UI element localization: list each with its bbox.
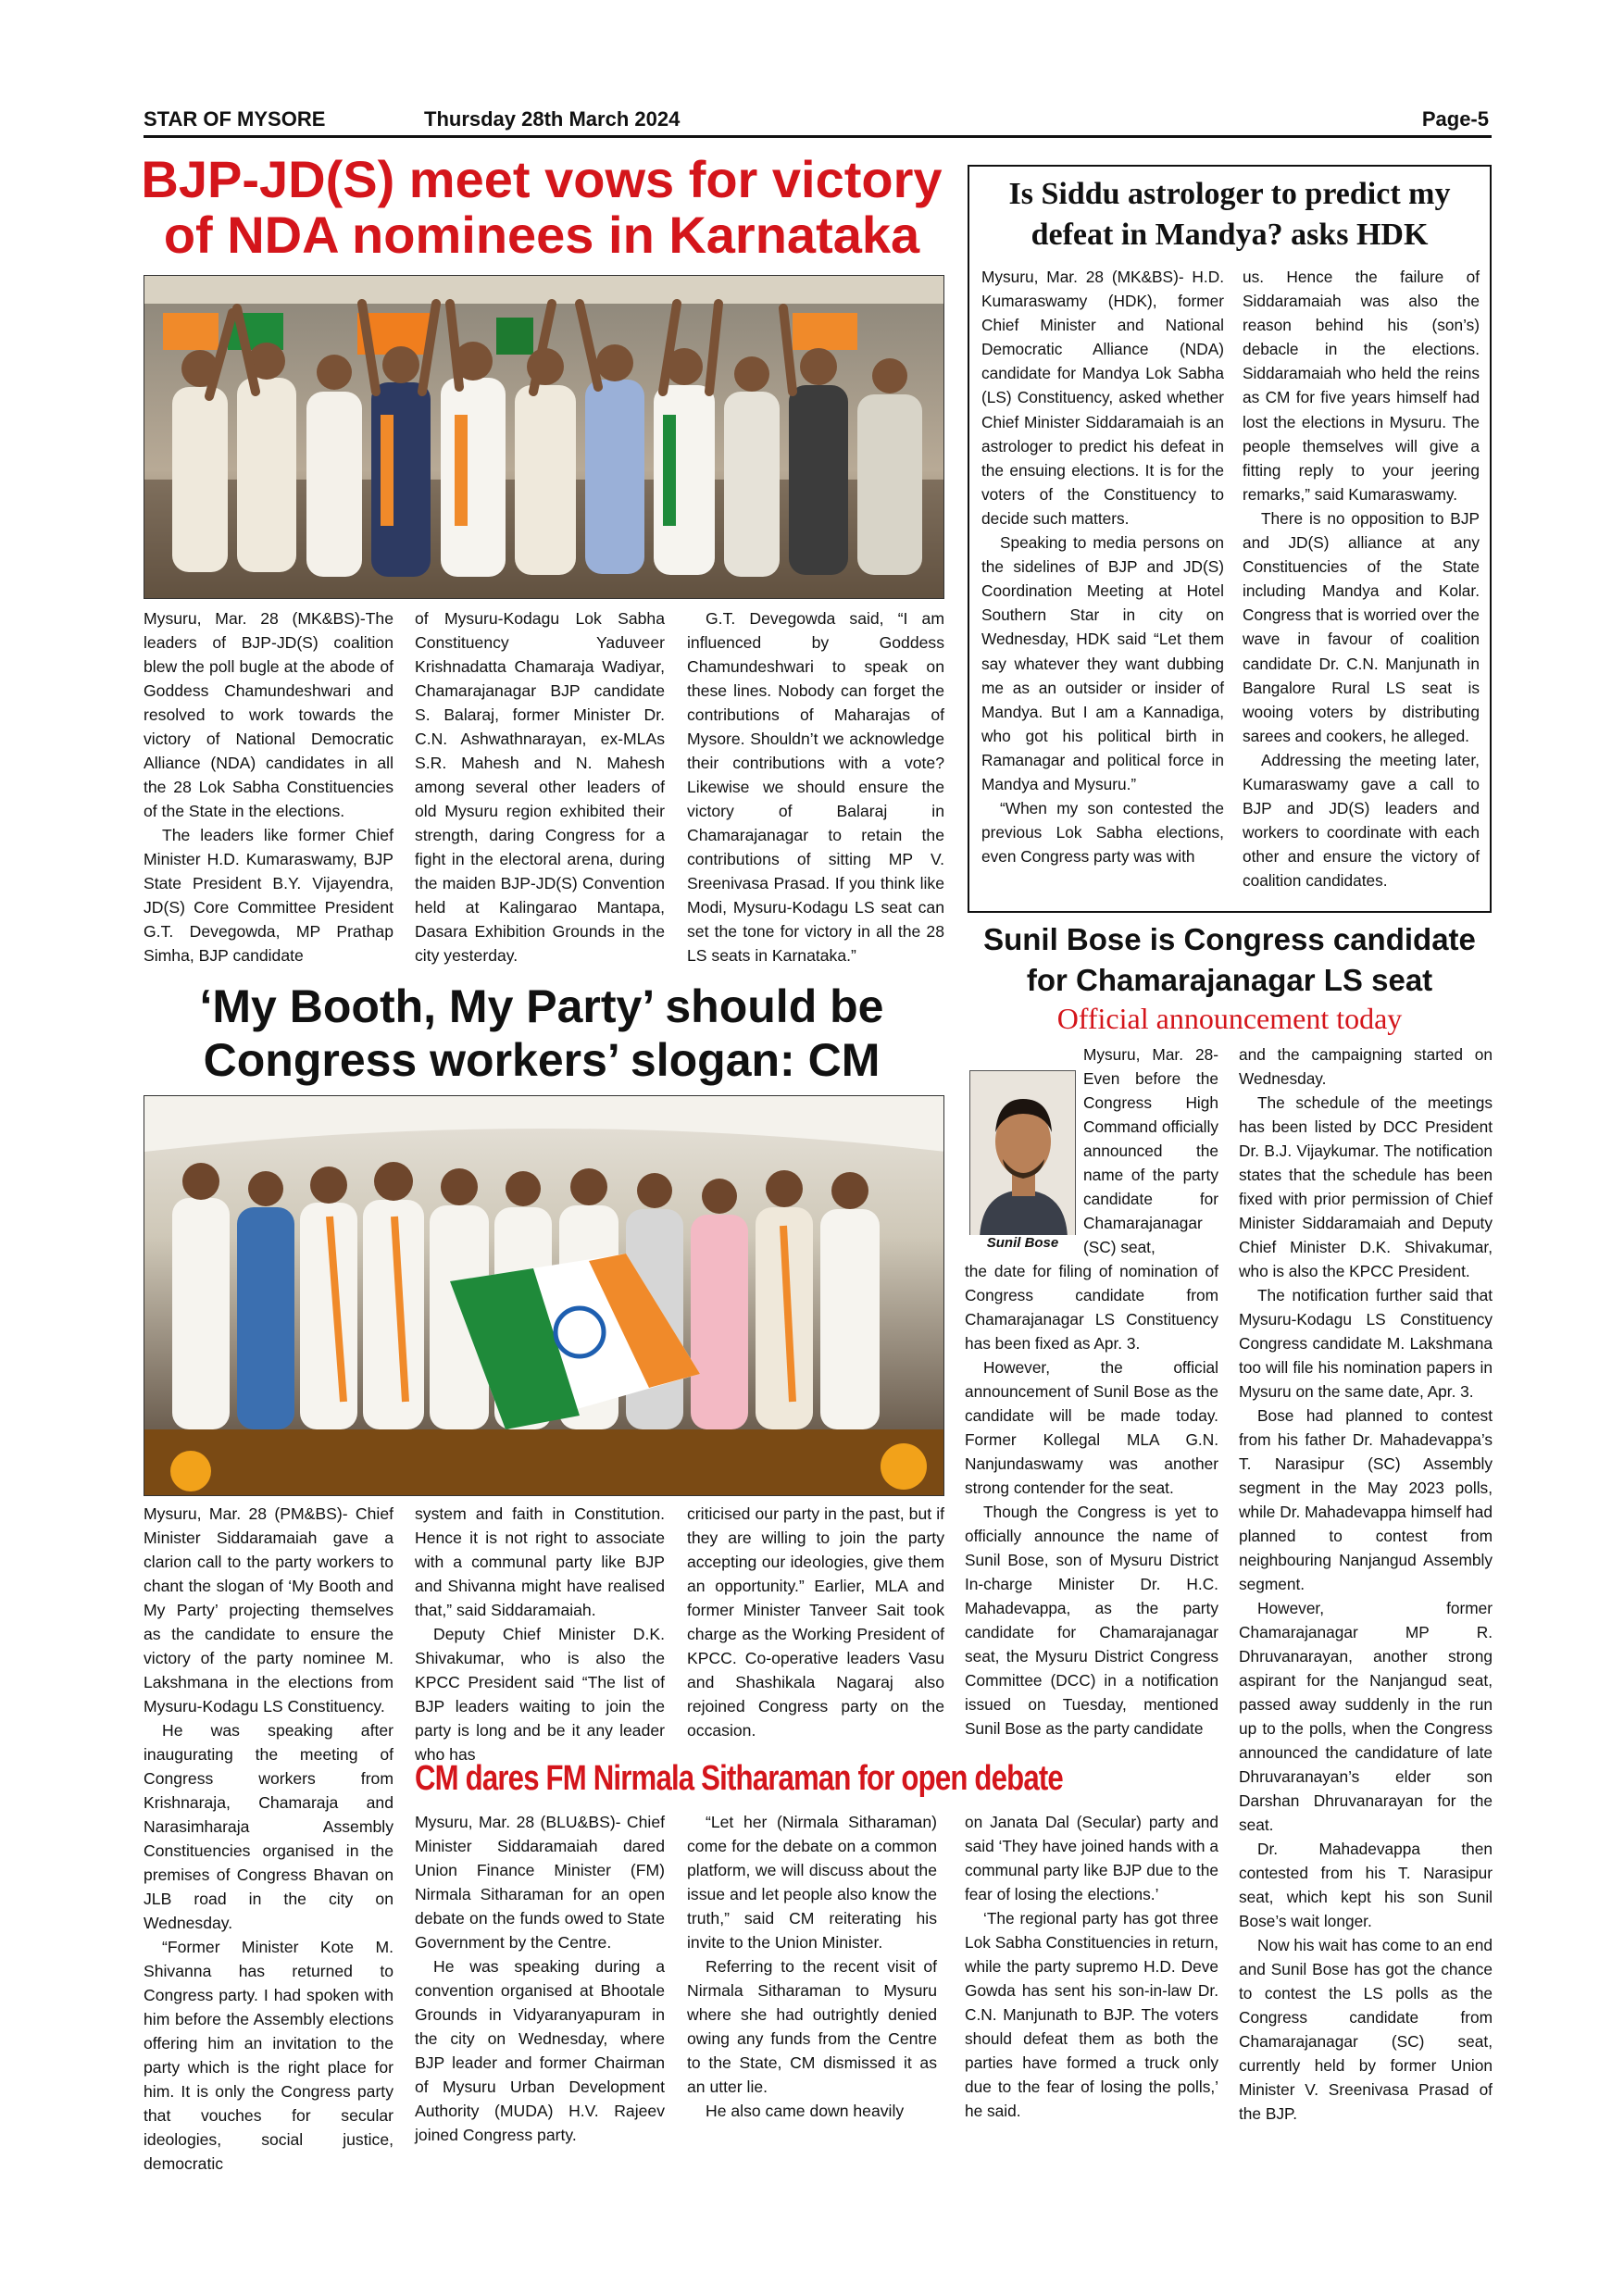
paragraph: on Janata Dal (Secular) party and said ‘They have joined hands with a communal party like BJP due to the fear of losing the elections.’ (965, 1813, 1218, 1903)
paragraph: Mysuru, Mar. 28 (BLU&BS)- Chief Minister Siddaramaiah dared Union Finance Minister (FM) Nirmala Sitharaman for an open debate on the funds owed to State Government by the Centre. (415, 1813, 665, 1952)
paragraph: Mysuru, Mar. 28 (PM&BS)- Chief Minister Siddaramaiah gave a clarion call to the party workers to chant the slogan of ‘My Booth and My Party’ projecting themselves as the candidate to ensure the victory of the party nominee M. Lakshmana in the elections from Mysuru-Kodagu LS Constituency. (144, 1504, 394, 1716)
photo-spacer (965, 1042, 1083, 1261)
issue-date: Thursday 28th March 2024 (424, 107, 681, 131)
paragraph: and the campaigning started on Wednesday. (1239, 1045, 1493, 1088)
paragraph: Speaking to media persons on the sidelines of BJP and JD(S) Coordination Meeting at Hotel Southern Star in city on Wednesday, HDK said “Let them say whatever they want dubbing me as an outsider or insider of Mandya. But I am a Kannadiga, who got his political birth in Ramanagar and political force in Mandya and Mysuru.” (981, 533, 1224, 793)
story5-col1 (415, 1810, 665, 2147)
story3-col1 (144, 1502, 394, 2176)
story4-subhead: Official announcement today (1056, 1002, 1403, 1035)
story4-col2 (1239, 1042, 1493, 2126)
paragraph: Addressing the meeting later, Kumaraswamy gave a call to BJP and JD(S) leaders and workers to coordinate with each other and ensure the victory of coalition candidates. (1243, 750, 1480, 891)
story3-col3 (687, 1502, 944, 1742)
bjp-leaders-photo (144, 276, 944, 599)
paragraph: He was speaking after inaugurating the meeting of Congress workers from Krishnaraja, Chamaraja and Narasimharaja Assembly Constituencies organised in the premises of Congress Bhavan on JLB road in the city on Wednesday. (144, 1721, 394, 1932)
story2-headline: Is Siddu astrologer to predict my defeat in Mandya? asks HDK (1008, 177, 1451, 252)
paper-name: STAR OF MYSORE (144, 107, 326, 131)
story1-col2 (415, 606, 665, 967)
paragraph: Deputy Chief Minister D.K. Shivakumar, who is also the KPCC President said “The list of BJP leaders waiting to join the party is long and be it any leader who has (415, 1625, 665, 1764)
paragraph: Bose had planned to contest from his father Dr. Mahadevappa’s T. Narasipur (SC) Assembly segment in the May 2023 polls, while Dr. Mahadevappa himself had planned to contest from neighbouring Nanjangud Assembly segment. (1239, 1406, 1493, 1593)
paragraph: The schedule of the meetings has been listed by DCC President Dr. B.J. Vijaykumar. The notification states that the schedule has been fixed with prior permission of Chief Minister Siddaramaiah and Deputy Chief Minister D.K. Shivakumar, who is also the KPCC President. (1239, 1093, 1493, 1280)
paragraph: us. Hence the failure of Siddaramaiah was also the reason behind his (son’s) debacle in the elections. Siddaramaiah who held the reins as CM for five years himself had lost the elections in Mysuru. The people themselves will give a fitting reply to your jeering remarks,” said Kumaraswamy. (1243, 268, 1480, 504)
story2-col1 (981, 265, 1224, 868)
paragraph: Mysuru, Mar. 28 (MK&BS)-The leaders of BJP-JD(S) coalition blew the poll bugle at the abode of Goddess Chamundeshwari and resolved to work towards the victory of National Democratic Alliance (NDA) candidates in all the 28 Lok Sabha Constituencies of the State in the elections. (144, 609, 394, 820)
paragraph: Now his wait has come to an end and Sunil Bose has got the chance to contest the LS polls as the Congress candidate from Chamarajanagar (SC) seat, currently held by former Union Minister V. Sreenivasa Prasad of the BJP. (1239, 1936, 1493, 2123)
paragraph: Referring to the recent visit of Nirmala Sitharaman to Mysuru where she had outrightly denied owing any funds from the Centre to the State, CM dismissed it as an utter lie. (687, 1957, 937, 2096)
paragraph: the date for filing of nomination of Congress candidate from Chamarajanagar LS Constituency has been fixed as Apr. 3. (965, 1262, 1218, 1353)
paragraph: The leaders like former Chief Minister H.D. Kumaraswamy, BJP State President B.Y. Vijayendra, JD(S) Core Committee President G.T. Devegowda, MP Prathap Simha, BJP candidate (144, 826, 394, 965)
story4-col1 (965, 1259, 1218, 1741)
paragraph: The notification further said that Mysuru-Kodagu LS Constituency Congress candidate M. Lakshmana too will file his nomination papers in Mysuru on the same date, Apr. 3. (1239, 1286, 1493, 1401)
masthead-rule (144, 135, 1492, 138)
paragraph: However, former Chamarajanagar MP R. Dhruvanarayan, another strong aspirant for the Nanjangud seat, passed away suddenly in the run up to the polls, when the Congress announced the candidature of late Dhruvaranayan’s elder son Darshan Dhruvanarayan for the seat. (1239, 1599, 1493, 1834)
story1-col3 (687, 606, 944, 967)
paragraph: However, the official announcement of Sunil Bose as the candidate will be made today. Former Kollegal MLA G.N. Nanjundaswamy was another strong contender for the seat. (965, 1358, 1218, 1497)
paragraph: Mysuru, Mar. 28- Even before the Congress High Command officially announced the name of the party candidate for Chamarajanagar (SC) seat, (1083, 1045, 1218, 1256)
paragraph: criticised our party in the past, but if they are willing to join the party accepting our ideologies, give them an opportunity.” Earlier, MLA and former Minister Tanveer Sait took charge as the Working President of KPCC. Co-operative leaders Vasu and Shashikala Nagaraj also rejoined Congress party on the occasion. (687, 1504, 944, 1740)
paragraph: “When my son contested the previous Lok Sabha elections, even Congress party was with (981, 799, 1224, 867)
paragraph: G.T. Devegowda said, “I am influenced by Goddess Chamundeshwari to speak on these lines. Nobody can forget the contributions of Maharajas of Mysore. Shouldn’t we acknowledge their contributions with a vote? Likewise we should ensure the victory of Balaraj in Chamarajanagar to retain the contributions of sitting MP V. Sreenivasa Prasad. If you think like Modi, Mysuru-Kodagu LS seat can set the tone for victory in all the 28 LS seats in Karnataka.” (687, 609, 944, 965)
paragraph: “Former Minister Kote M. Shivanna has returned to Congress party. I had spoken with him before the Assembly elections offering him an invitation to the party which is the right place for him. It is only the Congress party that vouches for secular ideologies, social justice, democratic (144, 1938, 394, 2173)
paragraph: Mysuru, Mar. 28 (MK&BS)- H.D. Kumaraswamy (HDK), former Chief Minister and National Democratic Alliance (NDA) candidate for Mandya Lok Sabha (LS) Constituency, asked whether Chief Minister Siddaramaiah is an astrologer to predict his defeat in the ensuing elections. It is for the voters of the Constituency to decide such matters. (981, 268, 1224, 528)
story4-lead (965, 1042, 1218, 1261)
photo-caption: Sunil Bose (969, 1235, 1076, 1251)
paragraph: He was speaking during a convention organised at Bhootale Grounds in Vidyaranyapuram in the city on Wednesday, where BJP leader and former Chairman of Mysuru Urban Development Authority (MUDA) H.V. Rajeev joined Congress party. (415, 1957, 665, 2144)
story3-headline: ‘My Booth, My Party’ should be Congress workers’ slogan: CM (199, 980, 884, 1086)
story1-headline: BJP-JD(S) meet vows for victory of NDA nominees in Karnataka (141, 150, 943, 265)
congress-leaders-photo (144, 1096, 944, 1496)
paragraph: of Mysuru-Kodagu Lok Sabha Constituency Yaduveer Krishnadatta Chamaraja Wadiyar, Chamarajanagar BJP candidate S. Balaraj, former Minister Dr. C.N. Ashwathnarayan, ex-MLAs S.R. Mahesh and N. Mahesh among several other leaders of old Mysuru region exhibited their strength, daring Congress for a fight in the electoral arena, during the maiden BJP-JD(S) Convention held at Kalingarao Mantapa, Dasara Exhibition Grounds in the city yesterday. (415, 609, 665, 965)
story1-photo (144, 275, 944, 599)
story5-col3 (965, 1810, 1218, 2123)
paragraph: He also came down heavily (706, 2102, 905, 2120)
page-number: Page-5 (1421, 107, 1489, 131)
story5-headline: CM dares FM Nirmala Sitharaman for open debate (415, 1759, 1063, 1798)
story3-col2 (415, 1502, 665, 1766)
story1-col1 (144, 606, 394, 967)
paragraph: system and faith in Constitution. Hence it is not right to associate with a communal party like BJP and Shivanna might have realised that,” said Siddaramaiah. (415, 1504, 665, 1619)
paragraph: Dr. Mahadevappa then contested from his T. Narasipur seat, which kept his son Sunil Bose’s wait longer. (1239, 1840, 1493, 1930)
story4-headline: Sunil Bose is Congress candidate for Chamarajanagar LS seat (983, 922, 1476, 997)
story3-photo (144, 1095, 944, 1496)
story2-col2 (1243, 265, 1480, 892)
story5-col2 (687, 1810, 937, 2123)
paragraph: ‘The regional party has got three Lok Sabha Constituencies in return, while the party supremo H.D. Deve Gowda has sent his son-in-law Dr. C.N. Manjunath to BJP. The voters should defeat them as both the parties have formed a truck only due to the fear of losing the polls,’ he said. (965, 1909, 1218, 2120)
paragraph: There is no opposition to BJP and JD(S) alliance at any Constituencies of the State including Mandya and Kolar. Congress that is worried over the wave in favour of coalition candidate Dr. C.N. Manjunath in Bangalore Rural LS seat is wooing voters by distributing sarees and cookers, he alleged. (1243, 508, 1480, 745)
paragraph: Though the Congress is yet to officially announce the name of Sunil Bose, son of Mysuru District In-charge Minister Dr. H.C. Mahadevappa, as the party candidate for Chamarajanagar seat, the Mysuru District Congress Committee (DCC) in a notification issued on Tuesday, mentioned Sunil Bose as the party candidate (965, 1503, 1218, 1738)
paragraph: “Let her (Nirmala Sitharaman) come for the debate on a common platform, we will discuss about the issue and let people also know the truth,” said CM reiterating his invite to the Union Minister. (687, 1813, 937, 1952)
